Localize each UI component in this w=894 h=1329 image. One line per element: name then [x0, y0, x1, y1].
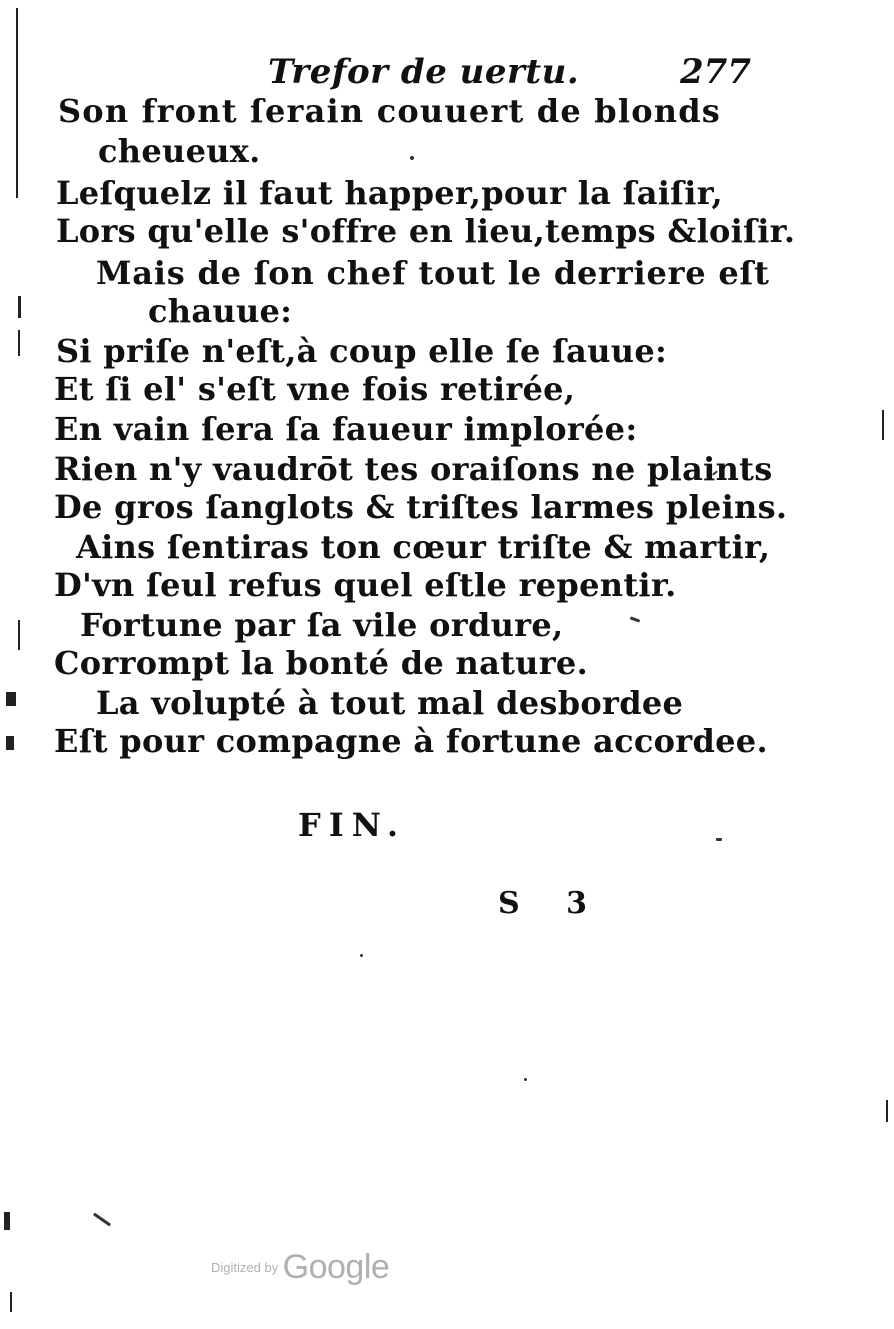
ink-speck [360, 954, 363, 957]
poem-line: cheueux. [98, 132, 261, 170]
scan-edge-mark [10, 1292, 12, 1312]
ink-speck [410, 156, 414, 160]
ink-speck [630, 616, 640, 622]
scan-edge-mark [18, 620, 20, 650]
digitized-watermark [211, 1248, 389, 1287]
scan-edge-mark [6, 692, 16, 706]
ink-speck [716, 838, 722, 841]
poem-line: En vain ſera ſa faueur implorée: [54, 410, 638, 448]
scan-edge-mark [6, 736, 14, 750]
poem-line: Corrompt la bonté de nature. [54, 644, 589, 682]
page-number: 277 [680, 52, 751, 92]
poem-line: La volupté à tout mal desbordee [96, 684, 684, 722]
poem-line: Mais de ſon chef tout le derriere eſt [96, 254, 770, 292]
scan-edge-mark [16, 8, 18, 198]
ink-speck [524, 1078, 527, 1081]
watermark-brand: Google [282, 1248, 390, 1286]
signature-mark: S 3 [498, 886, 605, 921]
watermark-prefix: Digitized by [211, 1260, 279, 1275]
poem-line: Lors qu'elle s'offre en lieu,temps &loiſir. [56, 212, 796, 250]
poem-line: Ains ſentiras ton cœur triſte & martir, [76, 528, 771, 566]
scan-edge-mark [4, 1212, 10, 1230]
scan-edge-mark [18, 330, 20, 356]
poem-line: D'vn ſeul refus quel eſtle repentir. [54, 566, 677, 604]
poem-line: chauue: [148, 292, 293, 330]
poem-line: Et ſi el' s'eſt vne fois retirée, [54, 370, 576, 408]
running-title: Trefor de uertu. [268, 52, 580, 92]
poem-line: Rien n'y vaudrōt tes oraiſons ne plaints [54, 450, 773, 488]
ink-speck [93, 1213, 111, 1227]
poem-line: Si priſe n'eſt,à coup elle ſe ſauue: [56, 332, 668, 370]
poem-line: Eſt pour compagne à fortune accordee. [54, 722, 768, 760]
poem-line: Leſquelz il faut happer,pour la ſaiſir, [56, 174, 723, 212]
poem-line: Fortune par ſa vile ordure, [80, 606, 564, 644]
poem-line: Son front ſerain couuert de blonds [58, 92, 722, 130]
scan-edge-mark [882, 410, 884, 440]
fin-mark: FIN. [298, 806, 407, 844]
scan-edge-mark [886, 1100, 888, 1122]
poem-line: De gros ſanglots & triſtes larmes pleins. [54, 488, 788, 526]
scan-edge-mark [18, 296, 21, 318]
